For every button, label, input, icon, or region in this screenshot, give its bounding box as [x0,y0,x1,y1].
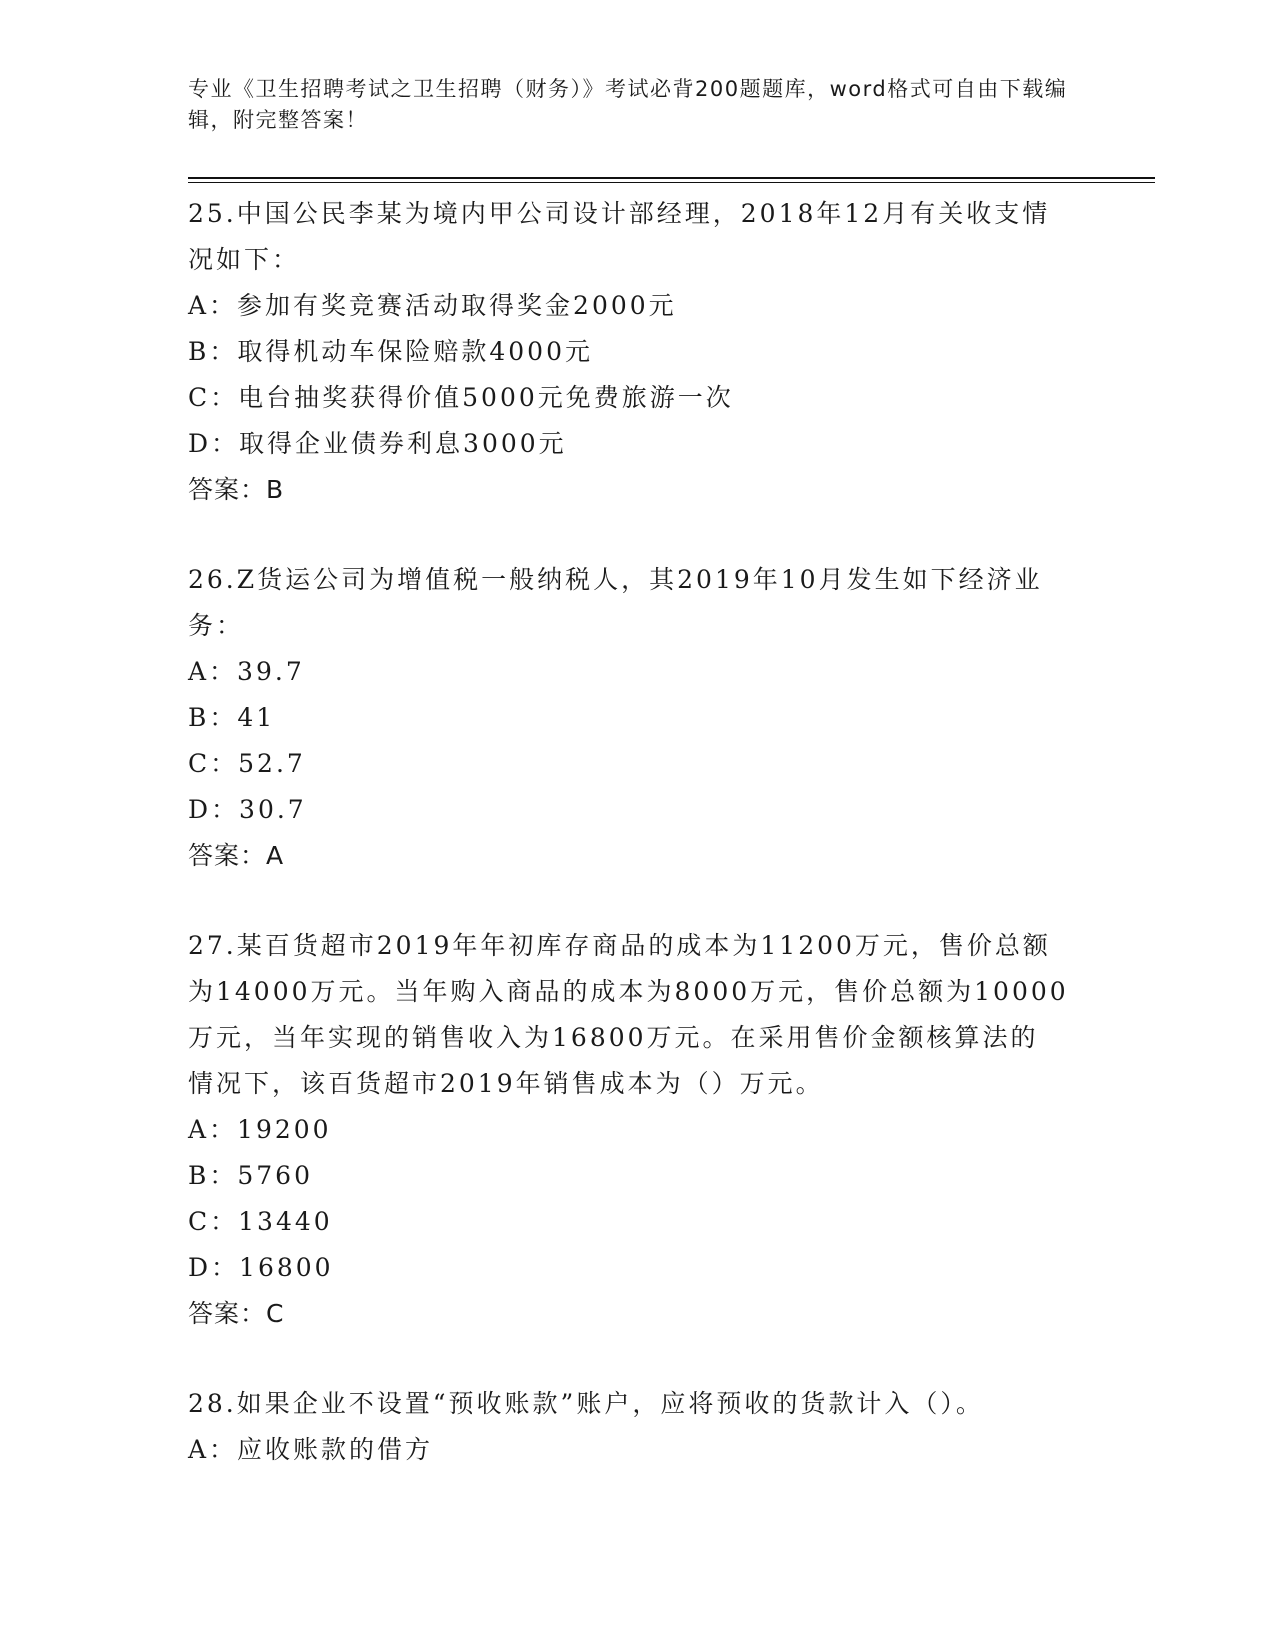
option-a: A：39.7 [188,657,305,686]
question-text-line: 26.Z货运公司为增值税一般纳税人，其2019年10月发生如下经济业 [188,565,1043,594]
question-28 [188,1381,1068,1473]
question-26 [188,557,1068,879]
option-a: A：应收账款的借方 [188,1435,434,1464]
option-a: A：19200 [188,1115,332,1144]
document-header: 专业《卫生招聘考试之卫生招聘（财务）》考试必背200题题库，word格式可自由下载编辑，附完整答案！ [188,77,1068,132]
option-b: B：取得机动车保险赔款4000元 [188,337,593,366]
question-text-line: 28.如果企业不设置“预收账款”账户，应将预收的货款计入（）。 [188,1389,984,1418]
option-c: C：52.7 [188,749,306,778]
question-text-line: 况如下： [188,245,301,274]
question-text-line: 务： [188,611,245,640]
question-text-line: 25.中国公民李某为境内甲公司设计部经理，2018年12月有关收支情 [188,199,1051,228]
question-text-line: 万元，当年实现的销售收入为16800万元。在采用售价金额核算法的 [188,1023,1039,1052]
answer-line: 答案：A [188,841,285,870]
question-text-line: 27.某百货超市2019年年初库存商品的成本为11200万元，售价总额 [188,931,1051,960]
question-list [188,191,1068,1473]
option-c: C：13440 [188,1207,333,1236]
header-divider-thick [188,177,1155,179]
question-text-line: 情况下，该百货超市2019年销售成本为（）万元。 [188,1069,824,1098]
question-27 [188,923,1068,1337]
option-a: A：参加有奖竞赛活动取得奖金2000元 [188,291,677,320]
header-divider-thin [188,182,1155,183]
option-d: D：30.7 [188,795,307,824]
option-d: D：取得企业债券利息3000元 [188,429,567,458]
option-b: B：5760 [188,1161,313,1190]
answer-line: 答案：C [188,1299,285,1328]
option-b: B：41 [188,703,276,732]
question-25 [188,191,1068,513]
option-c: C：电台抽奖获得价值5000元免费旅游一次 [188,383,734,412]
option-d: D：16800 [188,1253,334,1282]
answer-line: 答案：B [188,475,285,504]
question-text-line: 为14000万元。当年购入商品的成本为8000万元，售价总额为10000 [188,977,1069,1006]
